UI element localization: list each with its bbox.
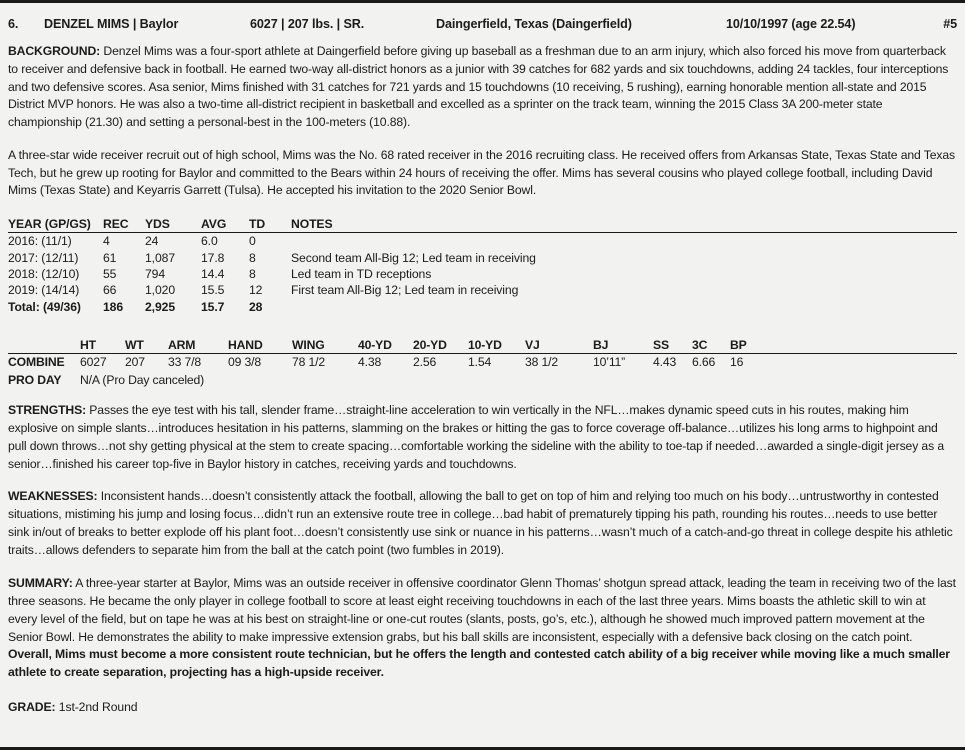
stats-col-td: TD (249, 217, 291, 233)
stats-yds: 1,020 (145, 283, 175, 298)
combine-hand: 09 3/8 (228, 355, 261, 370)
stats-notes (291, 233, 957, 250)
table-row (8, 233, 957, 250)
background-paragraph (8, 43, 957, 132)
combine-bp: 16 (730, 355, 744, 370)
recruiting-paragraph: A three-star wide receiver recruit out of high school, Mims was the No. 68 rated receiver in the 2016 recruiting class. He received offers from Arkansas State, Texas State and Texas Tech, but he grew up rooting for Baylor and committed to the Bears within 24 hours of receiving the offer. Mims has several cousins who played college football, including David Mims (Texas State) and Keyarris Garrett (Tulsa). He accepted his invitation to the 2020 Senior Bowl. (8, 147, 955, 198)
combine-row-label: COMBINE (8, 355, 65, 370)
background-text: Denzel Mims was a four-sport athlete at Daingerfield before giving up baseball as a freshman due to an arm injury, which also forced his move from quarterback to receiver and defensive back in football. He earned two-way all-district honors as a junior with 39 catches for 682 yards and six touchdowns, adding 24 tackles, four interceptions and two defensive scores. Asa senior, Mims finished with 31 catches for 721 yards and 15 touchdowns (10 receiving, 5 rushing), earning honorable mention all-state and 2015 District MVP honors. He was also a two-time all-district recipient in basketball and excelled as a sprinter on the track team, winning the 2015 Class 3A 200-meter state championship (21.30) and setting a personal-best in the 100-meters (10.88). (8, 44, 949, 129)
combine-header-row (8, 338, 957, 354)
combine-ss: 4.43 (653, 355, 677, 370)
stats-avg: 14.4 (201, 266, 225, 281)
player-dob: 10/10/1997 (age 22.54) (726, 17, 856, 31)
stats-notes: First team All-Big 12; Led team in receiving (291, 283, 519, 298)
combine-col-wt: WT (125, 338, 168, 354)
stats-avg: 6.0 (201, 234, 218, 249)
stats-total-notes (291, 299, 957, 315)
stats-year: 2016: (11/1) (8, 234, 72, 249)
grade-value: 1st-2nd Round (55, 699, 138, 714)
strengths-paragraph (8, 402, 957, 473)
stats-total-yds: 2,925 (145, 299, 175, 314)
weaknesses-paragraph (8, 488, 957, 559)
combine-vj: 38 1/2 (525, 355, 558, 370)
weaknesses-label: WEAKNESSES: (8, 489, 98, 504)
weaknesses-text: Inconsistent hands…doesn’t consistently attack the football, allowing the ball to get on top of him and relying too much on his body…untrustworthy in contested situations, mistiming his jump and losing focus…didn’t run an extensive route tree in college…bad habit of prematurely tipping his path, rounding his routes…needs to use better sink in/out of breaks to better explode off his plant foot…doesn’t consistently use sink or nuance in his patterns…wasn’t much of a catch-and-go threat in college despite his athletic traits…allows defenders to separate him from the ball at the catch point (two fumbles in 2019). (8, 489, 953, 557)
grade-line (8, 700, 957, 714)
combine-testing-table (8, 338, 957, 388)
player-jersey: #5 (943, 17, 957, 31)
stats-rec: 66 (103, 283, 117, 298)
stats-year: 2018: (12/10) (8, 266, 80, 281)
combine-col-3c: 3C (692, 338, 730, 354)
stats-avg: 15.5 (201, 283, 225, 298)
summary-verdict: Overall, Mims must become a more consistent route technician, but he offers the length and contested catch ability of a big receiver while moving like a much smaller athlete to create separation, projecting has a high-upside receiver. (8, 647, 950, 679)
player-hometown: Daingerfield, Texas (Daingerfield) (436, 17, 632, 31)
stats-total-rec: 186 (103, 299, 124, 314)
combine-col-ht: HT (80, 338, 125, 354)
stats-year: 2017: (12/11) (8, 250, 79, 265)
strengths-label: STRENGTHS: (8, 403, 87, 418)
combine-40yd: 4.38 (358, 355, 382, 370)
player-header (8, 3, 957, 31)
summary-label: SUMMARY: (8, 576, 73, 591)
stats-notes: Led team in TD receptions (291, 266, 432, 281)
combine-10yd: 1.54 (468, 355, 492, 370)
stats-col-avg: AVG (201, 217, 249, 233)
production-stats-table (8, 217, 957, 315)
stats-notes: Second team All-Big 12; Led team in receiving (291, 250, 536, 265)
stats-yds: 1,087 (145, 250, 175, 265)
strengths-text: Passes the eye test with his tall, slender frame…straight-line acceleration to win vertically in the NFL…makes dynamic speed cuts in his routes, making him explosive on simple slants…introduces hesitation in his patterns, slamming on the brakes or hitting the gas to force coverage off-balance…utilizes his long arms to highpoint and pull down throws…not shy getting physical at the stem to create spacing…comfortable working the sideline with the ability to toe-tap if needed…awarded a single-digit jersey as a senior…finished his career top-five in Baylor history in catches, receiving yards and touchdowns. (8, 403, 944, 471)
combine-row (8, 353, 957, 371)
combine-col-arm: ARM (168, 338, 228, 354)
stats-col-year: YEAR (GP/GS) (8, 217, 103, 233)
combine-ht: 6027 (80, 355, 107, 370)
stats-rec: 4 (103, 234, 110, 249)
stats-total-row (8, 299, 957, 315)
stats-total-td: 28 (249, 299, 263, 314)
combine-col-vj: VJ (525, 338, 593, 354)
stats-td: 8 (249, 266, 256, 281)
stats-col-yds: YDS (145, 217, 201, 233)
combine-col-ss: SS (653, 338, 692, 354)
combine-col-20yd: 20-YD (413, 338, 468, 354)
summary-text: A three-year starter at Baylor, Mims was an outside receiver in offensive coordinator Glenn Thomas’ shotgun spread attack, leading the team in receiving two of the last three seasons. He became the only player in college football to score at least eight receiving touchdowns in each of the last three years. Mims boasts the athletic skill to win at every level of the field, but on tape he was at his best on straight-line or one-cut routes (slants, posts, go’s, etc.), although he showed much improved pattern movement at the Senior Bowl. He demonstrates the ability to make impressive extension grabs, but his ball skills are inconsistent, especially with a defensive back closing on the catch point. (8, 576, 956, 644)
stats-year: 2019: (14/14) (8, 283, 80, 298)
combine-col-wing: WING (292, 338, 358, 354)
stats-yds: 794 (145, 266, 166, 281)
stats-td: 8 (249, 250, 256, 265)
combine-3c: 6.66 (692, 355, 716, 370)
stats-total-avg: 15.7 (201, 299, 225, 314)
grade-label: GRADE: (8, 699, 56, 714)
combine-col-10yd: 10-YD (468, 338, 525, 354)
stats-total-year: Total: (49/36) (8, 299, 81, 314)
combine-wt: 207 (125, 355, 145, 370)
stats-rec: 55 (103, 266, 117, 281)
stats-td: 0 (249, 234, 256, 249)
stats-yds: 24 (145, 234, 159, 249)
combine-col-blank (8, 338, 80, 354)
combine-col-hand: HAND (228, 338, 292, 354)
combine-col-40yd: 40-YD (358, 338, 413, 354)
stats-avg: 17.8 (201, 250, 225, 265)
table-row (8, 266, 957, 282)
proday-value: N/A (Pro Day canceled) (80, 372, 205, 387)
stats-td: 12 (249, 283, 263, 298)
stats-rec: 61 (103, 250, 117, 265)
combine-20yd: 2.56 (413, 355, 437, 370)
summary-paragraph (8, 575, 957, 682)
player-measurables: 6027 | 207 lbs. | SR. (250, 17, 365, 31)
combine-bj: 10’11” (593, 355, 626, 370)
table-row (8, 249, 957, 265)
player-rank: 6. (8, 17, 19, 31)
stats-header-row (8, 217, 957, 233)
stats-col-notes: NOTES (291, 217, 957, 233)
table-row (8, 282, 957, 298)
stats-col-rec: REC (103, 217, 145, 233)
combine-arm: 33 7/8 (168, 355, 201, 370)
combine-wing: 78 1/2 (292, 355, 325, 370)
combine-col-bp: BP (730, 338, 957, 354)
background-label: BACKGROUND: (8, 44, 101, 58)
proday-row-label: PRO DAY (8, 372, 62, 387)
player-name: DENZEL MIMS | Baylor (44, 17, 179, 31)
combine-col-bj: BJ (593, 338, 653, 354)
proday-row (8, 371, 957, 388)
